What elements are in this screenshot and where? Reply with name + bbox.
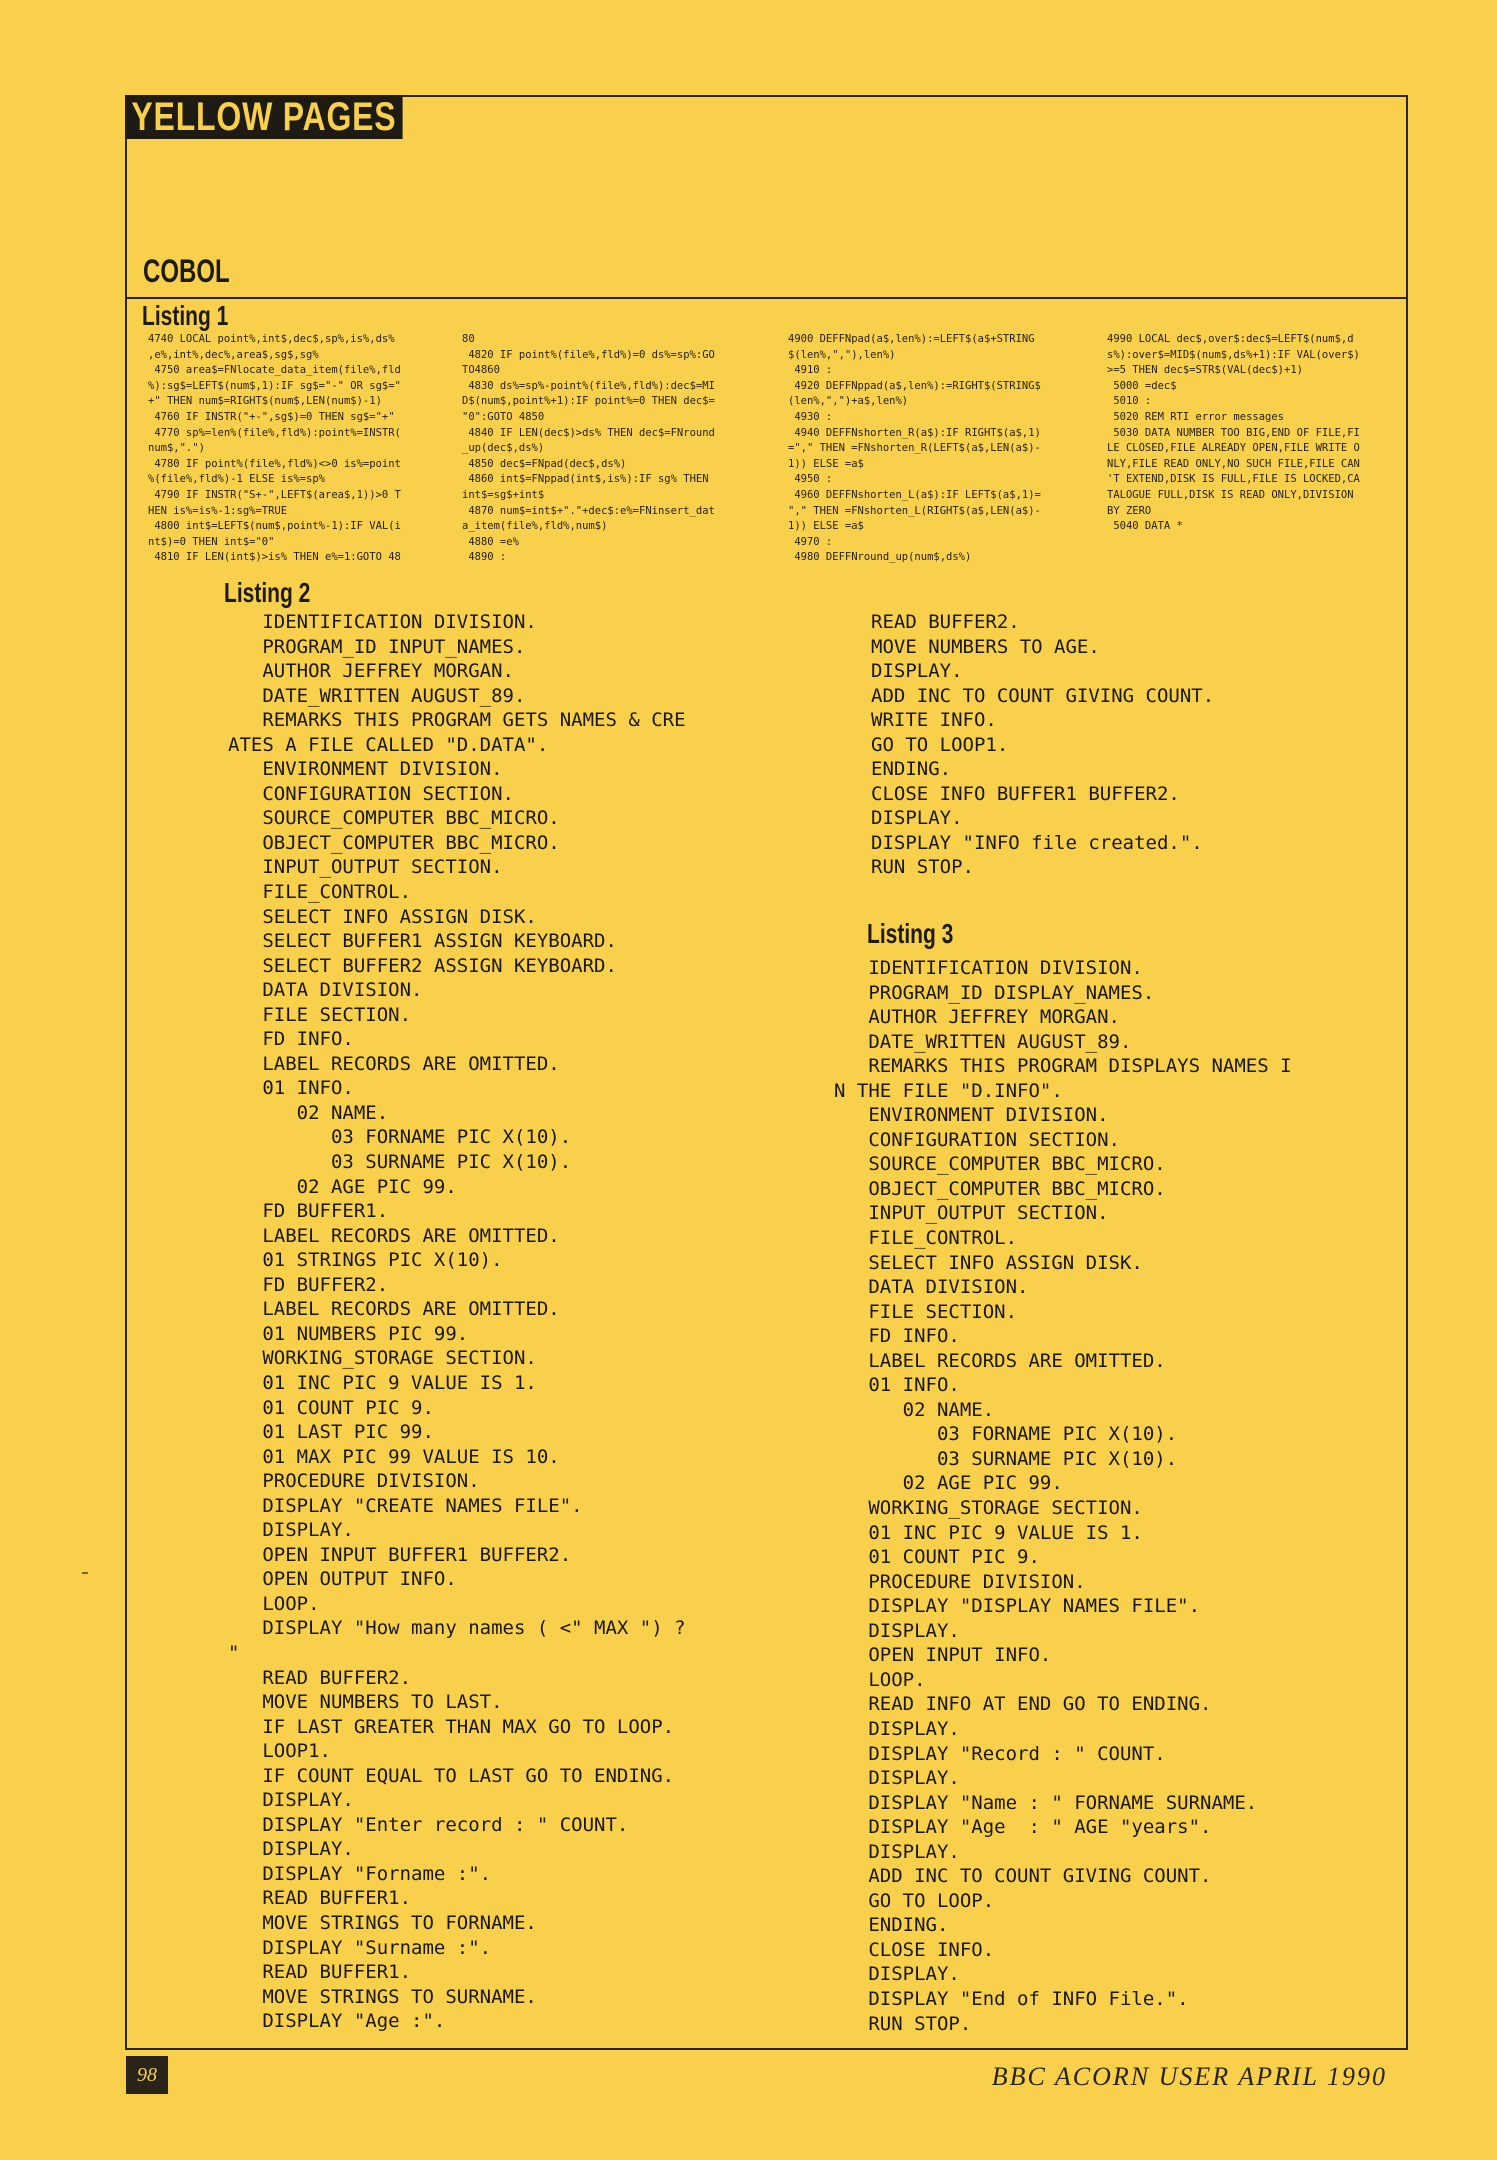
- listing-1-title: Listing 1: [142, 300, 229, 331]
- listing-1-column-4: 4990 LOCAL dec$,over$:dec$=LEFT$(num$,d s%):over$=MID$(num$,ds%+1):IF VAL(over$) >=5 THEN dec$=STR$(VAL(dec$)+1) 5000 =dec$ 5010 : 5020 REM RTI error messages 5030 DATA NUMBER TOO BIG,END OF FILE,FI LE CLOSED,FILE ALREADY OPEN,FILE WRITE O NLY,FILE READ ONLY,NO SUCH FILE,FILE CAN 'T EXTEND,DISK IS FULL,FILE IS LOCKED,CA TALOGUE FULL,DISK IS READ ONLY,DIVISION BY ZERO 5040 DATA *: [1107, 333, 1360, 533]
- page-number: 98: [126, 2056, 168, 2094]
- yellow-pages-banner: YELLOW PAGES: [125, 95, 403, 139]
- section-divider: [125, 297, 1408, 299]
- listing-1-column-2: 80 4820 IF point%(file%,fld%)=0 ds%=sp%:GO TO4860 4830 ds%=sp%-point%(file%,fld%):dec$=MI D$(num$,point%+1):IF point%=0 THEN dec$= "0":GOTO 4850 4840 IF LEN(dec$)>ds% THEN dec$=FNround _up(dec$,ds%) 4850 dec$=FNpad(dec$,ds%) 4860 int$=FNppad(int$,is%):IF sg% THEN int$=sg$+int$ 4870 num$=int$+"."+dec$:e%=FNinsert_dat a_item(file%,fld%,num$) 4880 =e% 4890 :: [462, 333, 715, 564]
- publication-footer: BBC ACORN USER APRIL 1990: [991, 2062, 1387, 2091]
- margin-mark: [82, 1572, 88, 1574]
- listing-1-column-1: 4740 LOCAL point%,int$,dec$,sp%,is%,ds% ,e%,int%,dec%,area$,sg$,sg% 4750 area$=FNlocate_data_item(file%,fld %):sg$=LEFT$(num$,1):IF sg$="-" OR sg$=" +" THEN num$=RIGHT$(num$,LEN(num$)-1) 4760 IF INSTR("+-",sg$)=0 THEN sg$="+" 4770 sp%=len%(file%,fld%):point%=INSTR( num$,".") 4780 IF point%(file%,fld%)<>0 is%=point %(file%,fld%)-1 ELSE is%=sp% 4790 IF INSTR("S+-",LEFT$(area$,1))>0 T HEN is%=is%-1:sg%=TRUE 4800 int$=LEFT$(num$,point%-1):IF VAL(i nt$)=0 THEN int$="0" 4810 IF LEN(int$)>is% THEN e%=1:GOTO 48: [148, 333, 401, 564]
- listing-3-code: IDENTIFICATION DIVISION. PROGRAM_ID DISPLAY_NAMES. AUTHOR JEFFREY MORGAN. DATE_WRITTEN AUGUST_89. REMARKS THIS PROGRAM DISPLAYS NAMES I N THE FILE "D.INFO". ENVIRONMENT DIVISION. CONFIGURATION SECTION. SOURCE_COMPUTER BBC_MICRO. OBJECT_COMPUTER BBC_MICRO. INPUT_OUTPUT SECTION. FILE_CONTROL. SELECT INFO ASSIGN DISK. DATA DIVISION. FILE SECTION. FD INFO. LABEL RECORDS ARE OMITTED. 01 INFO. 02 NAME. 03 FORNAME PIC X(10). 03 SURNAME PIC X(10). 02 AGE PIC 99. WORKING_STORAGE SECTION. 01 INC PIC 9 VALUE IS 1. 01 COUNT PIC 9. PROCEDURE DIVISION. DISPLAY "DISPLAY NAMES FILE". DISPLAY. OPEN INPUT INFO. LOOP. READ INFO AT END GO TO ENDING. DISPLAY. DISPLAY "Record : " COUNT. DISPLAY. DISPLAY "Name : " FORNAME SURNAME. DISPLAY "Age : " AGE "years". DISPLAY. ADD INC TO COUNT GIVING COUNT. GO TO LOOP. ENDING. CLOSE INFO. DISPLAY. DISPLAY "End of INFO File.". RUN STOP.: [834, 957, 1292, 2035]
- listing-2-code-right: READ BUFFER2. MOVE NUMBERS TO AGE. DISPLAY. ADD INC TO COUNT GIVING COUNT. WRITE INFO. GO TO LOOP1. ENDING. CLOSE INFO BUFFER1 BUFFER2. DISPLAY. DISPLAY "INFO file created.". RUN STOP.: [871, 611, 1215, 879]
- section-title-cobol: COBOL: [143, 253, 230, 289]
- listing-1-column-3: 4900 DEFFNpad(a$,len%):=LEFT$(a$+STRING $(len%,","),len%) 4910 : 4920 DEFFNppad(a$,len%):=RIGHT$(STRING$ (len%,",")+a$,len%) 4930 : 4940 DEFFNshorten_R(a$):IF RIGHT$(a$,1) ="," THEN =FNshorten_R(LEFT$(a$,LEN(a$)- 1)) ELSE =a$ 4950 : 4960 DEFFNshorten_L(a$):IF LEFT$(a$,1)= "," THEN =FNshorten_L(RIGHT$(a$,LEN(a$)- 1)) ELSE =a$ 4970 : 4980 DEFFNround_up(num$,ds%): [788, 333, 1041, 564]
- listing-3-title: Listing 3: [867, 918, 954, 949]
- listing-2-title: Listing 2: [224, 577, 311, 608]
- listing-2-code-left: IDENTIFICATION DIVISION. PROGRAM_ID INPUT_NAMES. AUTHOR JEFFREY MORGAN. DATE_WRITTEN AUGUST_89. REMARKS THIS PROGRAM GETS NAMES & CRE ATES A FILE CALLED "D.DATA". ENVIRONMENT DIVISION. CONFIGURATION SECTION. SOURCE_COMPUTER BBC_MICRO. OBJECT_COMPUTER BBC_MICRO. INPUT_OUTPUT SECTION. FILE_CONTROL. SELECT INFO ASSIGN DISK. SELECT BUFFER1 ASSIGN KEYBOARD. SELECT BUFFER2 ASSIGN KEYBOARD. DATA DIVISION. FILE SECTION. FD INFO. LABEL RECORDS ARE OMITTED. 01 INFO. 02 NAME. 03 FORNAME PIC X(10). 03 SURNAME PIC X(10). 02 AGE PIC 99. FD BUFFER1. LABEL RECORDS ARE OMITTED. 01 STRINGS PIC X(10). FD BUFFER2. LABEL RECORDS ARE OMITTED. 01 NUMBERS PIC 99. WORKING_STORAGE SECTION. 01 INC PIC 9 VALUE IS 1. 01 COUNT PIC 9. 01 LAST PIC 99. 01 MAX PIC 99 VALUE IS 10. PROCEDURE DIVISION. DISPLAY "CREATE NAMES FILE". DISPLAY. OPEN INPUT BUFFER1 BUFFER2. OPEN OUTPUT INFO. LOOP. DISPLAY "How many names ( <" MAX ") ? " READ BUFFER2. MOVE NUMBERS TO LAST. IF LAST GREATER THAN MAX GO TO LOOP. LOOP1. IF COUNT EQUAL TO LAST GO TO ENDING. DISPLAY. DISPLAY "Enter record : " COUNT. DISPLAY. DISPLAY "Forname :". READ BUFFER1. MOVE STRINGS TO FORNAME. DISPLAY "Surname :". READ BUFFER1. MOVE STRINGS TO SURNAME. DISPLAY "Age :".: [228, 611, 686, 2033]
